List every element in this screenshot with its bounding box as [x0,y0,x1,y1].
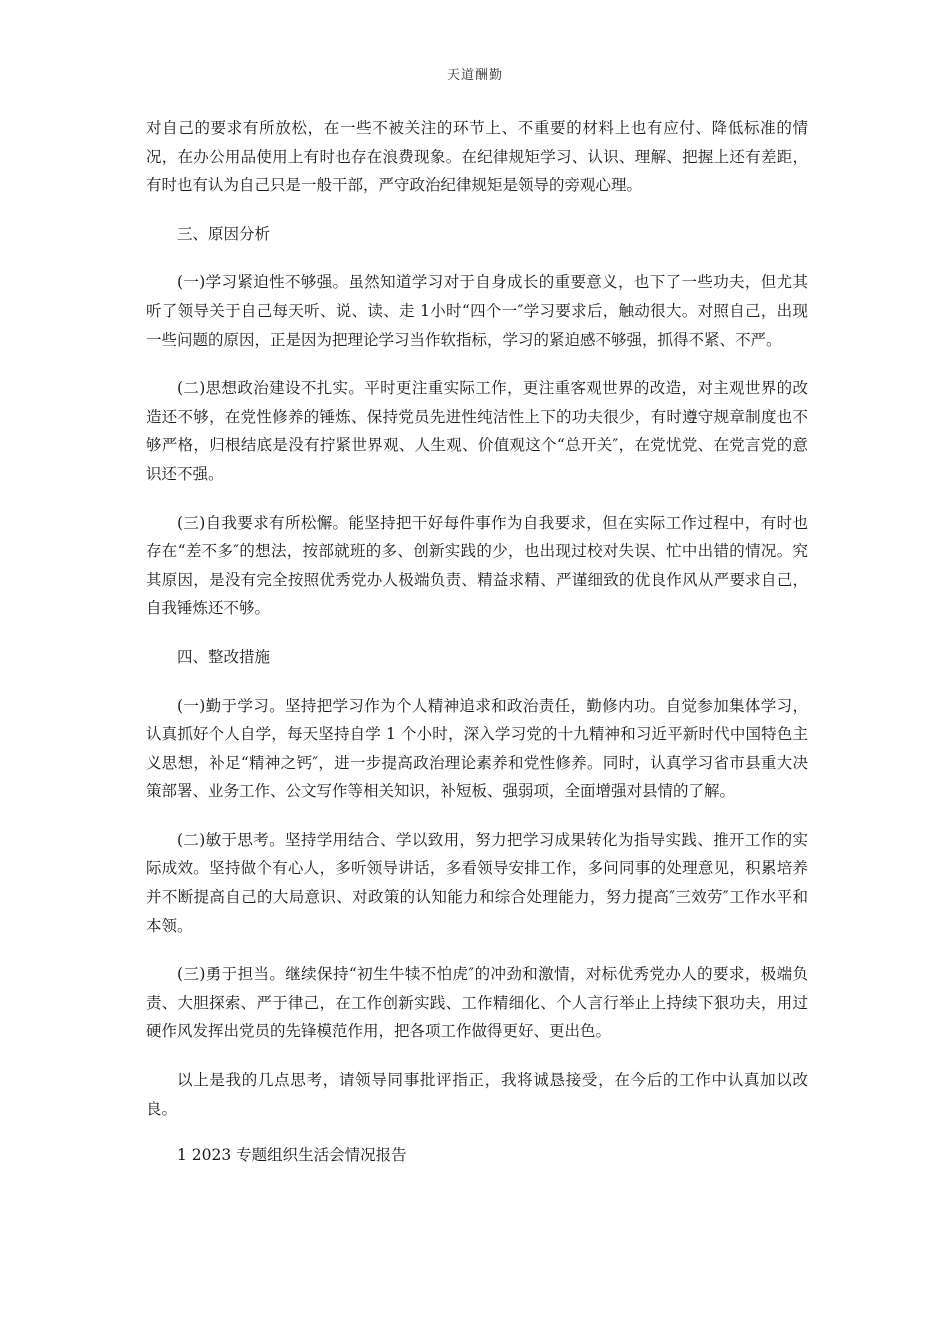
paragraph-measure-1: (一)勤于学习。坚持把学习作为个人精神追求和政治责任，勤修内功。自觉参加集体学习，认真抓好个人自学，每天坚持自学 1 个小时，深入学习党的十九精神和习近平新时代中国特色主义思想，补足“精神之钙″，进一步提高政治理论素养和党性修养。同时，认真学习省市县重大决策部署、业务工作、公文写作等相关知识，补短板、强弱项，全面增强对县情的了解。 [146,696,808,801]
section-heading-cause-analysis: 三、原因分析 [177,224,271,243]
section-heading-rectification: 四、整改措施 [177,647,271,666]
paragraph-cause-1: (一)学习紧迫性不够强。虽然知道学习对于自身成长的重要意义，也下了一些功夫，但尤其听了领导关于自己每天听、说、读、走 1小时“四个一″学习要求后，触动很大。对照自己，出现一些问题的原因，正是因为把理论学习当作软指标，学习的紧迫感不够强，抓得不紧、不严。 [146,273,808,349]
paragraph-cause-2: (二)思想政治建设不扎实。平时更注重实际工作，更注重客观世界的改造，对主观世界的改造还不够，在党性修养的锤炼、保持党员先进性纯洁性上下的功夫很少，有时遵守规章制度也不够严格，归根结底是没有拧紧世界观、人生观、价值观这个“总开关″，在党忧党、在党言党的意识还不强。 [146,379,808,483]
paragraph-measure-2: (二)敏于思考。坚持学用结合、学以致用，努力把学习成果转化为指导实践、推开工作的实际成效。坚持做个有心人，多听领导讲话，多看领导安排工作，多问同事的处理意见，积累培养并不断提高自己的大局意识、对政策的认知能力和综合处理能力，努力提高″三效劳″工作水平和本领。 [146,830,808,935]
next-document-title: 1 2023 专题组织生活会情况报告 [177,1146,407,1165]
paragraph-cause-3: (三)自我要求有所松懈。能坚持把干好每件事作为自我要求，但在实际工作过程中，有时也存在“差不多″的想法，按部就班的多、创新实践的少，也出现过校对失误、忙中出错的情况。究其原因，是没有完全按照优秀党办人极端负责、精益求精、严谨细致的优良作风从严要求自己，自我锤炼还不够。 [146,513,808,618]
paragraph-continuation: 对自己的要求有所放松，在一些不被关注的环节上、不重要的材料上也有应付、降低标准的情况，在办公用品使用上有时也存在浪费现象。在纪律规矩学习、认识、理解、把握上还有差距，有时也有认为自己只是一般干部，严守政治纪律规矩是领导的旁观心理。 [146,119,808,195]
page-header: 天道酬勤 [446,68,503,83]
paragraph-measure-3: (三)勇于担当。继续保持“初生牛犊不怕虎″的冲劲和激情，对标优秀党办人的要求，极端负责、大胆探索、严于律己，在工作创新实践、工作精细化、个人言行举止上持续下狠功夫，用过硬作风发挥出党员的先锋模范作用，把各项工作做得更好、更出色。 [146,965,808,1041]
document-body [146,114,808,1170]
paragraph-conclusion: 以上是我的几点思考，请领导同事批评指正，我将诚恳接受，在今后的工作中认真加以改良。 [146,1071,808,1118]
